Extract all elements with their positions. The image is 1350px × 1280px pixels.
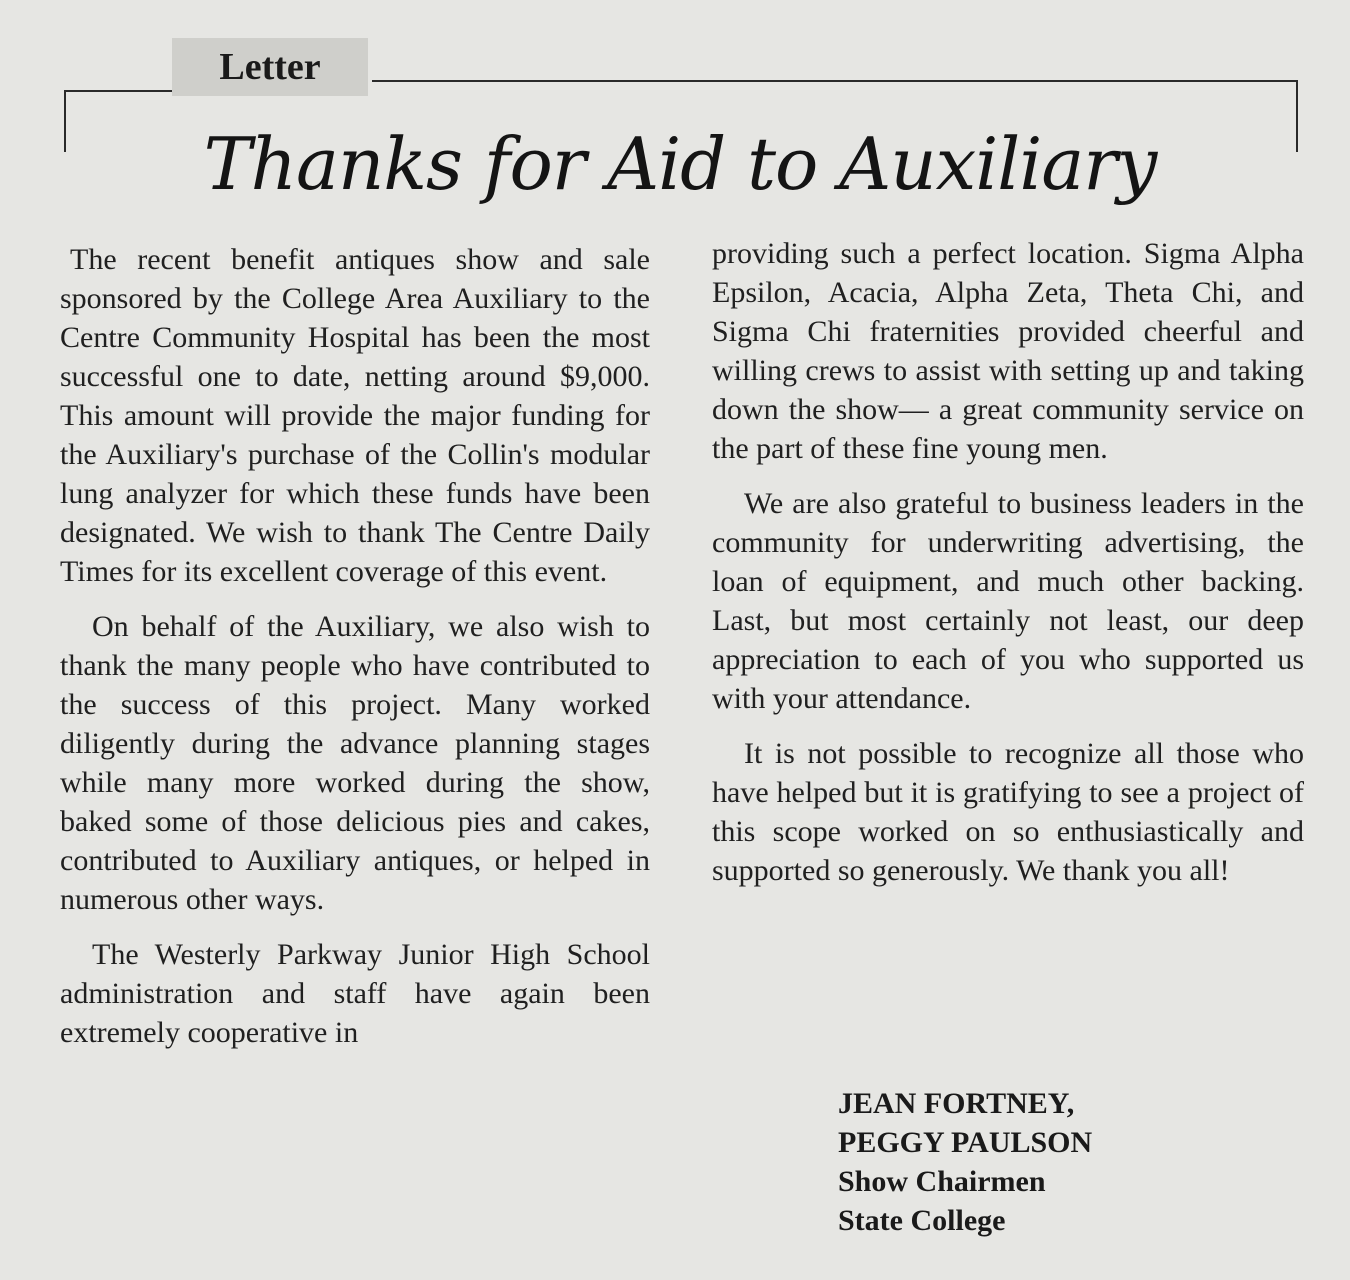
left-paragraph-2: On behalf of the Auxiliary, we also wish to thank the many people who have contributed to the success of this project. Many worked diligently during the advance planning stages while many more worked during the show, baked some of those delicious pies and cakes, contributed to Auxiliary antiques, or helped in numerous other ways. xyxy=(60,610,650,916)
header-rule-left xyxy=(64,90,172,92)
header-rule-right xyxy=(372,80,1298,82)
right-paragraph-2: We are also grateful to business leaders in the community for underwriting advertising, the loan of equipment, and much other backing. Last, but most certainly not least, our deep appreciation to each of you who supported us with your attendance. xyxy=(712,487,1304,715)
left-paragraph-3: The Westerly Parkway Junior High School administration and staff have again been extremely cooperative in xyxy=(60,938,650,1049)
right-paragraph-3: It is not possible to recognize all those who have helped but it is gratifying to see a project of this scope worked on so enthusiastically and supported so generously. We thank you all! xyxy=(712,737,1304,887)
signature-name-1: JEAN FORTNEY, xyxy=(838,1087,1075,1120)
left-column xyxy=(60,240,650,1068)
left-paragraph-1: The recent benefit antiques show and sale sponsored by the College Area Auxiliary to the Centre Community Hospital has been the most successful one to date, netting around $9,000. This amount will provide the major funding for the Auxiliary's purchase of the Collin's modular lung analyzer for which these funds have been designated. We wish to thank The Centre Daily Times for its excellent coverage of this event. xyxy=(60,243,650,588)
header-rule-right-vertical xyxy=(1296,80,1298,152)
section-label: Letter xyxy=(172,38,368,96)
headline: Thanks for Aid to Auxiliary xyxy=(203,122,1157,206)
right-paragraph-1: providing such a perfect location. Sigma Alpha Epsilon, Acacia, Alpha Zeta, Theta Chi, and Sigma Chi fraternities provided cheerful and willing crews to assist with setting up and taking down the show— a great community service on the part of these fine young men. xyxy=(712,237,1304,465)
signature-name-2: PEGGY PAULSON xyxy=(838,1126,1093,1159)
signature-title: Show Chairmen xyxy=(838,1165,1046,1198)
right-column xyxy=(712,234,1304,906)
signature-location: State College xyxy=(838,1204,1006,1237)
signature-block xyxy=(838,1084,1238,1240)
header-rule-left-vertical xyxy=(64,90,66,152)
